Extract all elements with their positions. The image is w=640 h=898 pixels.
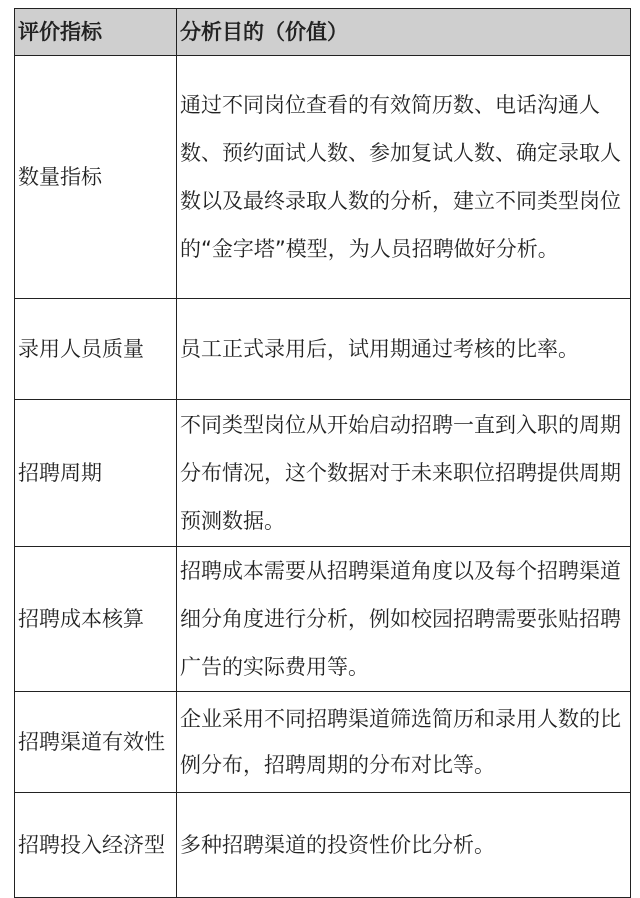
table-row (15, 547, 631, 692)
indicator-cell: 招聘周期 (15, 400, 177, 547)
purpose-cell: 企业采用不同招聘渠道筛选简历和录用人数的比例分布，招聘周期的分布对比等。 (177, 692, 631, 793)
header-indicator: 评价指标 (15, 9, 177, 56)
indicator-cell: 数量指标 (15, 56, 177, 299)
table-row (15, 56, 631, 299)
table-row (15, 299, 631, 400)
purpose-cell: 多种招聘渠道的投资性价比分析。 (177, 793, 631, 898)
header-purpose: 分析目的（价值） (177, 9, 631, 56)
purpose-cell: 员工正式录用后，试用期通过考核的比率。 (177, 299, 631, 400)
indicator-cell: 招聘渠道有效性 (15, 692, 177, 793)
purpose-cell: 不同类型岗位从开始启动招聘一直到入职的周期分布情况，这个数据对于未来职位招聘提供周期预测数据。 (177, 400, 631, 547)
indicator-cell: 招聘成本核算 (15, 547, 177, 692)
indicator-cell: 招聘投入经济型 (15, 793, 177, 898)
table-header-row (15, 9, 631, 56)
table-row (15, 400, 631, 547)
table-row (15, 692, 631, 793)
evaluation-table (14, 8, 631, 898)
indicator-cell: 录用人员质量 (15, 299, 177, 400)
purpose-cell: 通过不同岗位查看的有效简历数、电话沟通人数、预约面试人数、参加复试人数、确定录取人数以及最终录取人数的分析，建立不同类型岗位的“金字塔”模型，为人员招聘做好分析。 (177, 56, 631, 299)
purpose-cell: 招聘成本需要从招聘渠道角度以及每个招聘渠道细分角度进行分析，例如校园招聘需要张贴招聘广告的实际费用等。 (177, 547, 631, 692)
table-row (15, 793, 631, 898)
